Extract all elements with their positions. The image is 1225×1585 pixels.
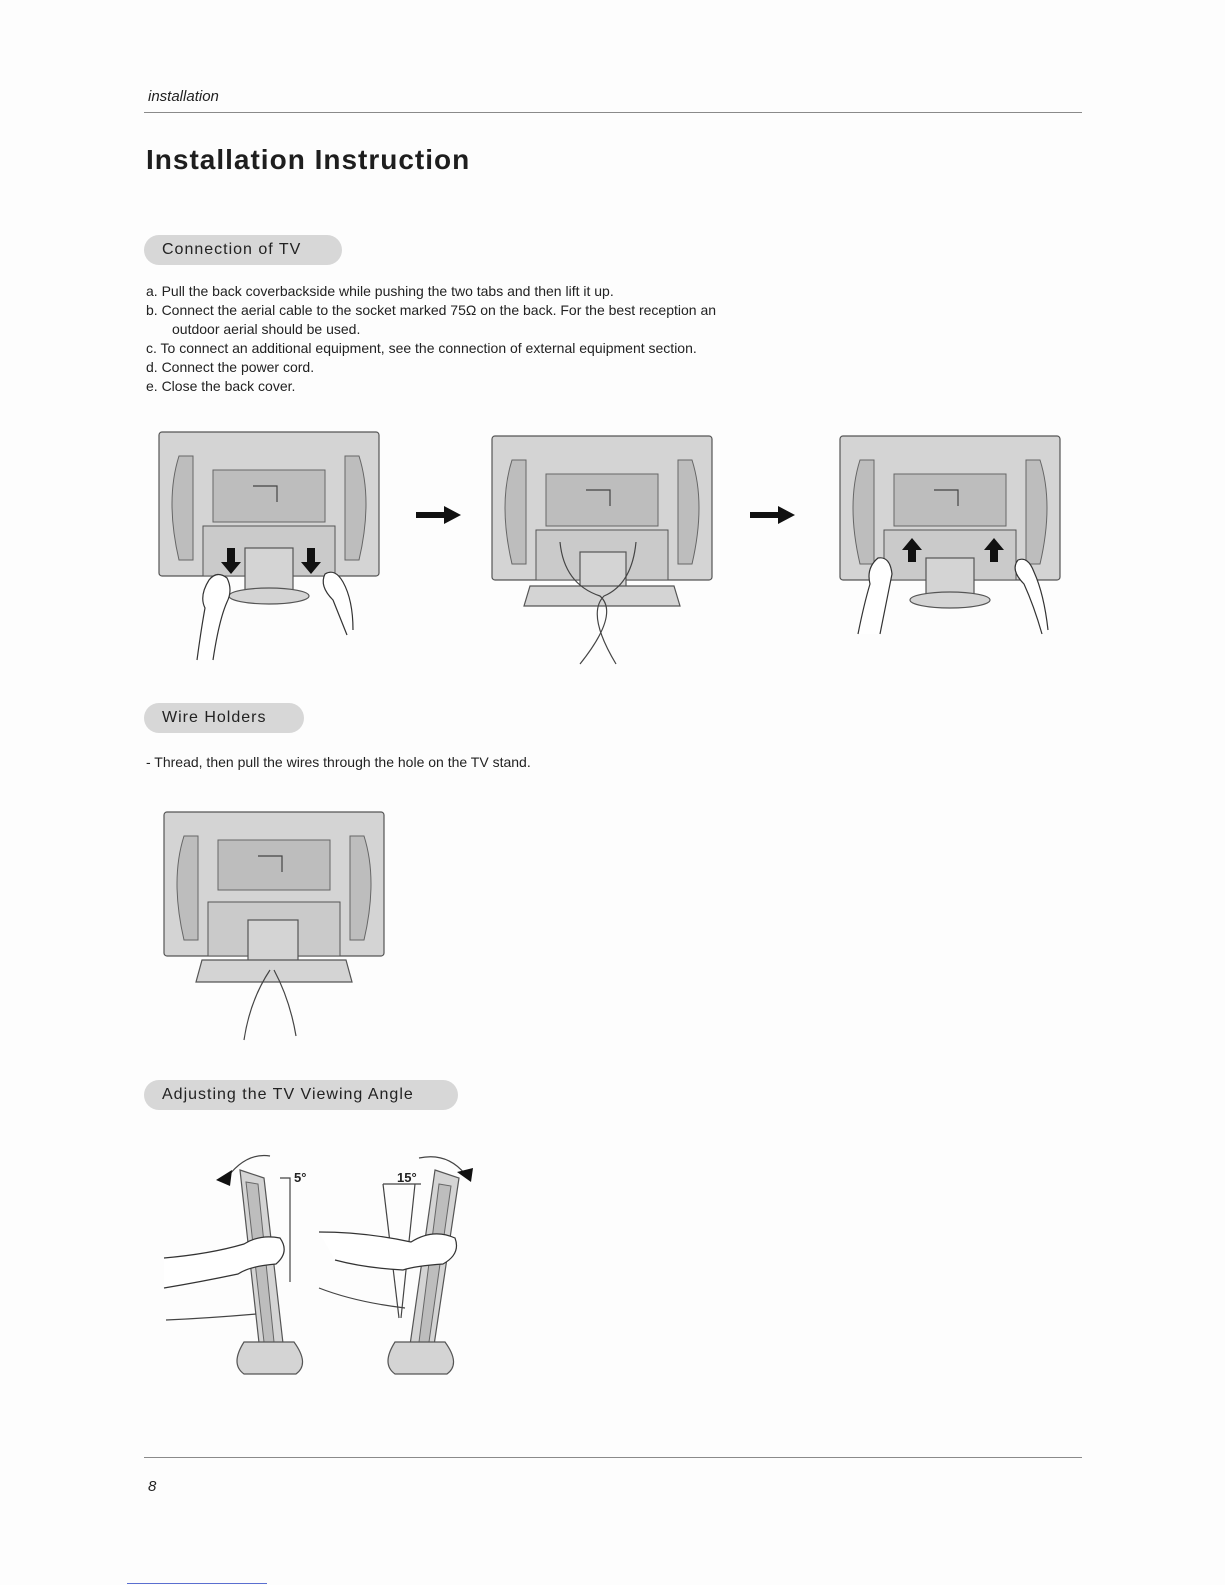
step-c: c. To connect an additional equipment, see the connection of external equipment section. [146,340,697,356]
arrow-right-icon [416,505,462,525]
tv-back-open-illustration [157,430,382,662]
tv-back-cables-illustration [490,434,715,666]
forward-angle-label: 5° [294,1170,307,1185]
connection-section-label: Connection of TV [144,235,342,265]
tv-back-close-illustration [838,434,1063,644]
tilt-forward-illustration [160,1142,320,1378]
step-a: a. Pull the back coverbackside while pushing the two tabs and then lift it up. [146,283,614,299]
viewing-angle-section-label: Adjusting the TV Viewing Angle [144,1080,458,1110]
step-e: e. Close the back cover. [146,378,296,394]
step-b: b. Connect the aerial cable to the socket marked 75Ω on the back. For the best reception an [146,302,717,318]
wire-holders-section-label: Wire Holders [144,703,304,733]
bottom-edge-line [127,1583,267,1584]
page-number: 8 [148,1478,157,1495]
backward-angle-label: 15° [397,1170,417,1185]
step-b-continued: outdoor aerial should be used. [172,321,361,337]
step-d: d. Connect the power cord. [146,359,315,375]
footer-rule [144,1457,1082,1458]
page-title: Installation Instruction [146,144,471,175]
wire-holders-note: - Thread, then pull the wires through the hole on the TV stand. [146,754,531,770]
wire-holder-illustration [162,810,387,1042]
header-rule [144,112,1082,113]
arrow-right-icon [750,505,796,525]
tilt-backward-illustration [315,1142,475,1378]
connection-steps [146,282,716,396]
section-header: installation [148,88,219,105]
